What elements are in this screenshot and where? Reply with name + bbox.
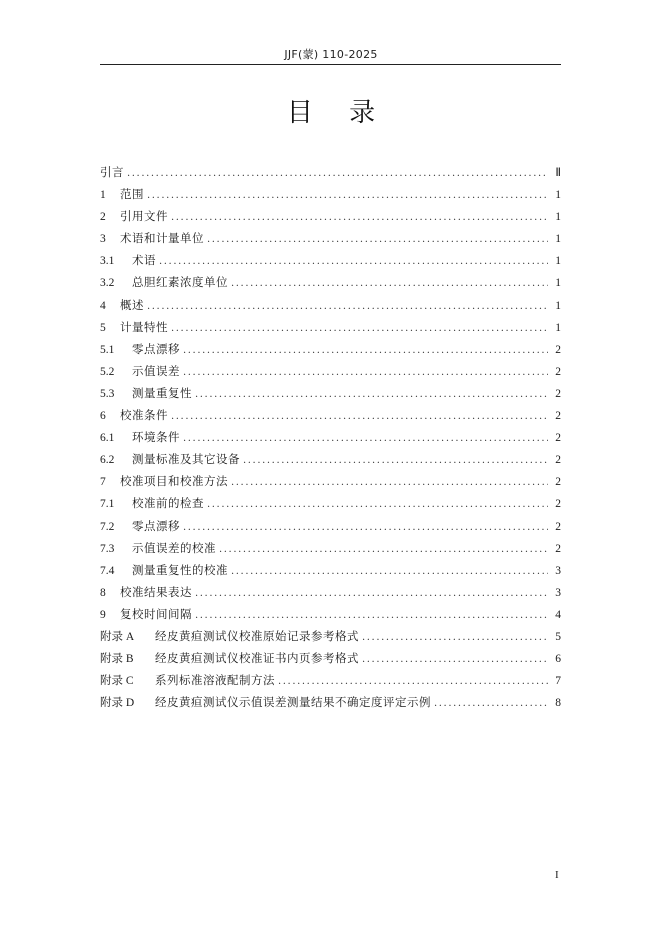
toc-entry[interactable] bbox=[100, 404, 561, 426]
toc-entry-label: 零点漂移 bbox=[132, 518, 180, 533]
toc-entry-number: 2 bbox=[100, 211, 106, 224]
toc-entry-number: 5.2 bbox=[100, 365, 115, 378]
toc-dot-leader bbox=[159, 251, 548, 273]
toc-dot-leader bbox=[147, 296, 548, 318]
toc-entry-page: 2 bbox=[555, 476, 561, 489]
toc-dot-leader bbox=[362, 627, 548, 649]
toc-dot-leader bbox=[195, 605, 548, 627]
toc-dot-leader bbox=[434, 693, 548, 715]
toc-entry-number: 1 bbox=[100, 189, 106, 202]
toc-entry[interactable] bbox=[100, 625, 561, 647]
toc-entry-label: 校准结果表达 bbox=[120, 584, 192, 599]
toc-entry-page: 7 bbox=[555, 675, 561, 688]
toc-entry-page: 1 bbox=[555, 277, 561, 290]
toc-dot-leader bbox=[207, 229, 548, 251]
toc-entry-label: 复校时间间隔 bbox=[120, 606, 192, 621]
toc-entry[interactable] bbox=[100, 294, 561, 316]
toc-entry-page: 3 bbox=[555, 564, 561, 577]
toc-entry-number: 7.1 bbox=[100, 498, 115, 511]
toc-entry-page: 2 bbox=[555, 410, 561, 423]
toc-entry-label: 测量重复性的校准 bbox=[132, 562, 228, 577]
toc-entry-number: 附录 B bbox=[100, 653, 134, 666]
toc-entry-number: 6 bbox=[100, 410, 106, 423]
toc-entry-page: 2 bbox=[555, 498, 561, 511]
toc-entry-label: 总胆红素浓度单位 bbox=[132, 275, 228, 290]
toc-entry-page: 1 bbox=[555, 299, 561, 312]
toc-dot-leader bbox=[183, 340, 548, 362]
toc-entry-label: 测量标准及其它设备 bbox=[132, 452, 240, 467]
toc-entry-page: 4 bbox=[555, 608, 561, 621]
toc-entry-number: 6.2 bbox=[100, 454, 115, 467]
toc-entry-label: 引言 bbox=[100, 165, 124, 179]
header-divider bbox=[100, 64, 561, 65]
toc-entry[interactable] bbox=[100, 316, 561, 338]
toc-dot-leader bbox=[207, 494, 548, 516]
toc-entry[interactable] bbox=[100, 426, 561, 448]
toc-dot-leader bbox=[183, 428, 548, 450]
toc-entry-number: 5.1 bbox=[100, 343, 115, 356]
toc-entry-page: 6 bbox=[555, 653, 561, 666]
toc-dot-leader bbox=[171, 318, 548, 340]
toc-entry-label: 概述 bbox=[120, 297, 144, 312]
toc-entry-page: 2 bbox=[555, 520, 561, 533]
toc-entry[interactable] bbox=[100, 691, 561, 713]
toc-entry-number: 7.2 bbox=[100, 520, 115, 533]
toc-entry-label: 范围 bbox=[120, 187, 144, 202]
toc-entry-number: 7 bbox=[100, 476, 106, 489]
toc-entry[interactable] bbox=[100, 338, 561, 360]
toc-entry-page: 1 bbox=[555, 233, 561, 246]
toc-entry-label: 示值误差 bbox=[132, 363, 180, 378]
toc-entry-page: 2 bbox=[555, 542, 561, 555]
toc-dot-leader bbox=[231, 273, 548, 295]
toc-entry-label: 经皮黄疸测试仪校准证书内页参考格式 bbox=[155, 651, 359, 666]
toc-entry-page: 2 bbox=[555, 387, 561, 400]
toc-entry-label: 术语 bbox=[132, 253, 156, 268]
toc-entry-page: 3 bbox=[555, 586, 561, 599]
toc-entry-page: 1 bbox=[555, 211, 561, 224]
toc-entry[interactable] bbox=[100, 183, 561, 205]
toc-dot-leader bbox=[231, 472, 548, 494]
toc-entry[interactable] bbox=[100, 492, 561, 514]
toc-dot-leader bbox=[219, 539, 548, 561]
toc-entry[interactable] bbox=[100, 669, 561, 691]
toc-entry-label: 系列标准溶液配制方法 bbox=[155, 673, 275, 688]
toc-entry-number: 附录 D bbox=[100, 697, 135, 710]
toc-entry-label: 校准前的检查 bbox=[132, 496, 204, 511]
toc-dot-leader bbox=[362, 649, 548, 671]
toc-entry[interactable] bbox=[100, 647, 561, 669]
toc-entry-page: 8 bbox=[555, 697, 561, 710]
toc-entry-page: 2 bbox=[555, 365, 561, 378]
toc-entry-number: 3.1 bbox=[100, 255, 115, 268]
toc-entry-page: 2 bbox=[555, 454, 561, 467]
toc-dot-leader bbox=[278, 671, 548, 693]
toc-entry[interactable] bbox=[100, 249, 561, 271]
toc-entry[interactable] bbox=[100, 537, 561, 559]
toc-dot-leader bbox=[127, 163, 548, 185]
toc-entry-number: 5.3 bbox=[100, 387, 115, 400]
toc-dot-leader bbox=[171, 207, 548, 229]
toc-dot-leader bbox=[231, 561, 548, 583]
document-code: JJF(蒙) 110-2025 bbox=[284, 48, 378, 61]
toc-entry[interactable] bbox=[100, 559, 561, 581]
toc-entry-label: 经皮黄疸测试仪示值误差测量结果不确定度评定示例 bbox=[155, 695, 431, 710]
toc-dot-leader bbox=[147, 185, 548, 207]
toc-entry-page: 5 bbox=[555, 630, 561, 643]
toc-entry-number: 4 bbox=[100, 299, 106, 312]
table-of-contents bbox=[100, 161, 561, 713]
toc-entry[interactable] bbox=[100, 161, 561, 183]
toc-entry[interactable] bbox=[100, 603, 561, 625]
toc-entry-number: 3 bbox=[100, 233, 106, 246]
toc-entry-number: 5 bbox=[100, 321, 106, 334]
toc-dot-leader bbox=[243, 450, 548, 472]
toc-entry-page: 1 bbox=[555, 255, 561, 268]
toc-entry-page: 1 bbox=[555, 189, 561, 202]
toc-entry-label: 零点漂移 bbox=[132, 341, 180, 356]
toc-entry[interactable] bbox=[100, 227, 561, 249]
toc-entry-page: Ⅱ bbox=[555, 167, 561, 179]
toc-entry[interactable] bbox=[100, 448, 561, 470]
toc-entry-label: 引用文件 bbox=[120, 209, 168, 224]
toc-entry-number: 3.2 bbox=[100, 277, 115, 290]
toc-entry-page: 2 bbox=[555, 343, 561, 356]
toc-entry[interactable] bbox=[100, 470, 561, 492]
toc-entry[interactable] bbox=[100, 271, 561, 293]
toc-entry-number: 7.3 bbox=[100, 542, 115, 555]
toc-entry-label: 经皮黄疸测试仪校准原始记录参考格式 bbox=[155, 628, 359, 643]
toc-entry[interactable] bbox=[100, 382, 561, 404]
toc-entry[interactable] bbox=[100, 360, 561, 382]
toc-entry-label: 计量特性 bbox=[120, 319, 168, 334]
toc-entry-label: 校准条件 bbox=[120, 408, 168, 423]
toc-dot-leader bbox=[183, 517, 548, 539]
toc-entry[interactable] bbox=[100, 205, 561, 227]
toc-entry-label: 测量重复性 bbox=[132, 385, 192, 400]
toc-entry[interactable] bbox=[100, 581, 561, 603]
toc-entry-number: 附录 A bbox=[100, 630, 135, 643]
toc-dot-leader bbox=[183, 362, 548, 384]
toc-entry-page: 2 bbox=[555, 432, 561, 445]
toc-entry-label: 环境条件 bbox=[132, 430, 180, 445]
toc-entry-number: 9 bbox=[100, 608, 106, 621]
toc-entry-label: 示值误差的校准 bbox=[132, 540, 216, 555]
toc-entry-number: 8 bbox=[100, 586, 106, 599]
toc-entry-page: 1 bbox=[555, 321, 561, 334]
toc-entry-number: 附录 C bbox=[100, 675, 134, 688]
toc-dot-leader bbox=[171, 406, 548, 428]
toc-dot-leader bbox=[195, 384, 548, 406]
toc-entry-number: 6.1 bbox=[100, 432, 115, 445]
toc-entry-label: 术语和计量单位 bbox=[120, 231, 204, 246]
page-number: I bbox=[555, 869, 559, 881]
toc-entry[interactable] bbox=[100, 515, 561, 537]
toc-entry-label: 校准项目和校准方法 bbox=[120, 474, 228, 489]
toc-dot-leader bbox=[195, 583, 548, 605]
page-title: 目 录 bbox=[286, 98, 390, 128]
toc-entry-number: 7.4 bbox=[100, 564, 115, 577]
